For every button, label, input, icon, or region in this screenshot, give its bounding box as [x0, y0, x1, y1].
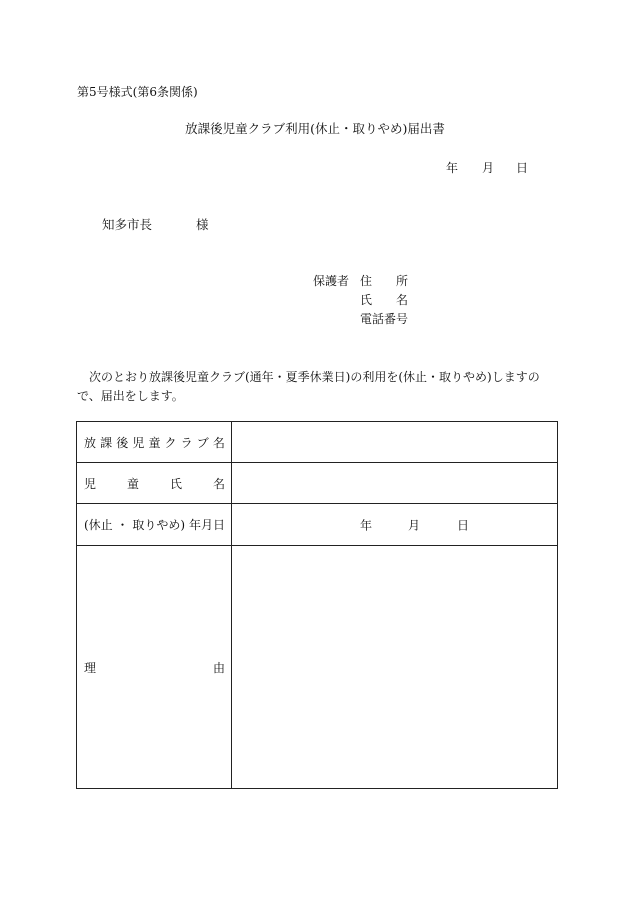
guardian-address-char: 住 [360, 274, 373, 288]
child-label-char: 氏 [169, 476, 182, 491]
club-label-char: 課 [100, 435, 113, 450]
date-field-month: 月 [408, 518, 421, 532]
suspension-date-label [77, 504, 232, 546]
table-row-child [77, 463, 558, 504]
club-name-field[interactable] [232, 422, 558, 463]
club-label-char: ク [164, 435, 177, 450]
club-label-char: 童 [148, 435, 161, 450]
club-label-char: ブ [196, 435, 209, 450]
date-month-label: 月 [482, 161, 495, 175]
guardian-name-label [360, 294, 408, 306]
guardian-address-label [360, 275, 408, 287]
date-year-label: 年 [446, 161, 459, 175]
addressee-name: 知多市長 [102, 217, 153, 232]
suspension-date-field[interactable] [232, 504, 558, 546]
child-name-field[interactable] [232, 463, 558, 504]
addressee-honorific: 様 [196, 217, 209, 232]
reason-label [77, 546, 232, 789]
date-label-part: ・ [116, 518, 129, 532]
table-row-date [77, 504, 558, 546]
club-label-char: 後 [116, 435, 129, 450]
notice-text: 次のとおり放課後児童クラブ(通年・夏季休業日)の利用を(休止・取りやめ)しますので、届出をします。 [77, 370, 540, 403]
date-label-part: 取りやめ) [132, 518, 186, 532]
guardian-phone-label: 電話番号 [360, 312, 409, 326]
date-day-label: 日 [516, 161, 529, 175]
form-number: 第5号様式(第6条関係) [77, 85, 198, 99]
guardian-heading: 保護者 [313, 274, 350, 288]
date-field-day: 日 [457, 518, 470, 532]
guardian-address-char: 所 [395, 274, 408, 288]
application-form-table [76, 421, 558, 789]
guardian-name-char: 名 [395, 293, 408, 307]
reason-label-char: 由 [212, 660, 225, 675]
reason-label-char: 理 [84, 660, 97, 675]
date-label-part: 年月日 [188, 518, 225, 532]
child-label-char: 童 [126, 476, 139, 491]
club-label-char: 名 [212, 435, 225, 450]
club-label-char: ラ [180, 435, 193, 450]
table-row-reason [77, 546, 558, 789]
club-label-char: 児 [132, 435, 145, 450]
child-name-label [77, 463, 232, 504]
reason-field[interactable] [232, 546, 558, 789]
child-label-char: 名 [212, 476, 225, 491]
guardian-name-char: 氏 [360, 293, 373, 307]
club-label-char: 放 [84, 435, 97, 450]
date-label-part: (休止 [84, 518, 113, 532]
child-label-char: 児 [84, 476, 97, 491]
table-row-club [77, 422, 558, 463]
club-name-label [77, 422, 232, 463]
document-title: 放課後児童クラブ利用(休止・取りやめ)届出書 [185, 121, 445, 136]
date-field-year: 年 [360, 518, 373, 532]
